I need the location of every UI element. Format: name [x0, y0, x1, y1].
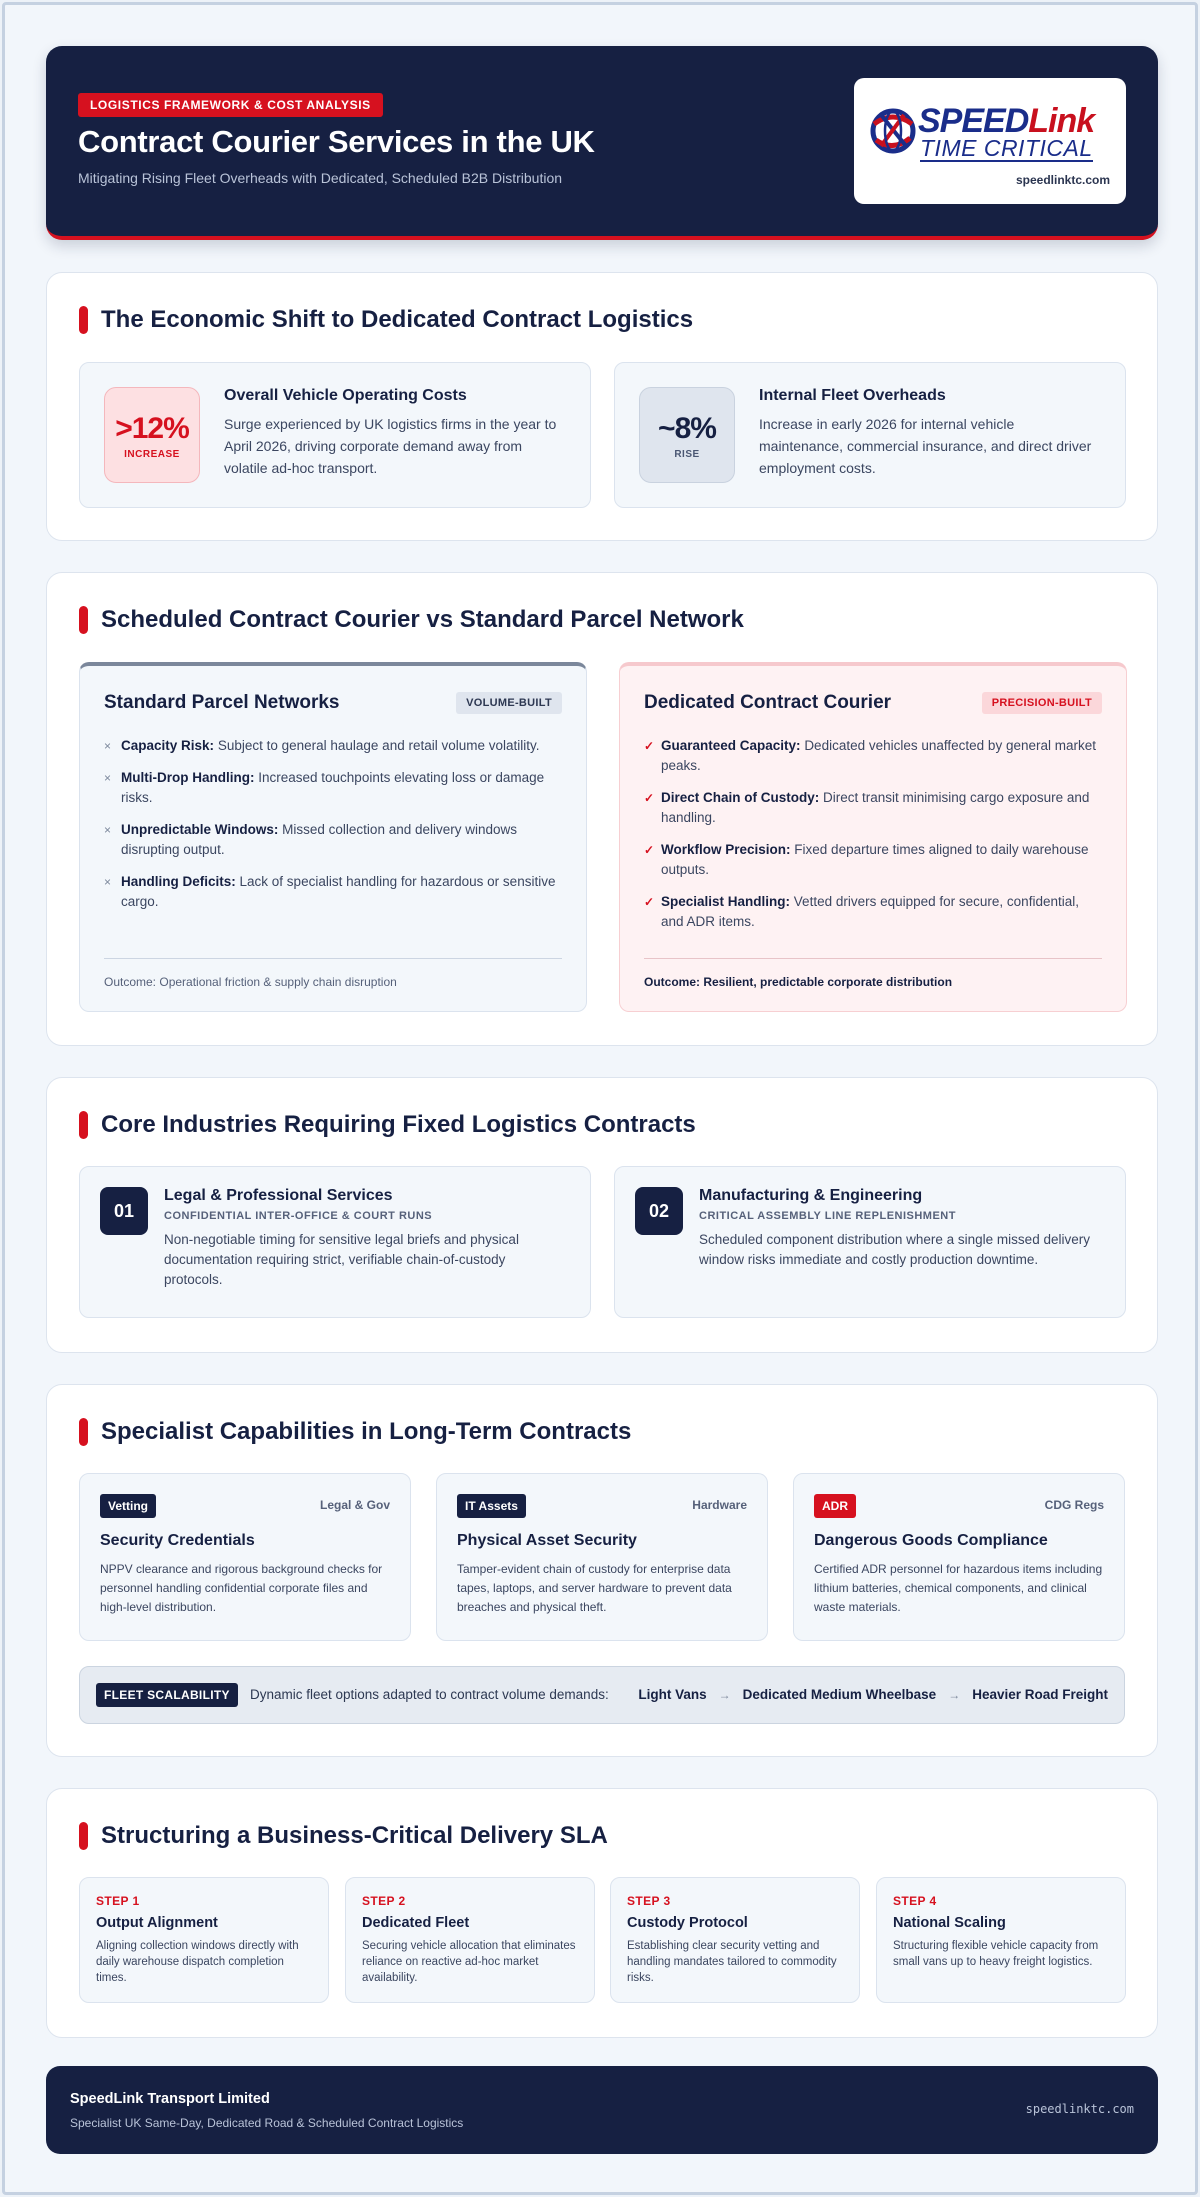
- stat-value: ~8%: [658, 412, 716, 445]
- capability-card: [79, 1473, 411, 1641]
- capability-description: NPPV clearance and rigorous background checks for personnel handling confidential corporate files and high-level distribution.: [100, 1562, 383, 1614]
- benefit-list: [644, 736, 1104, 944]
- logo-word-speed: SPEED: [918, 102, 1029, 140]
- arrow-right-icon: →: [718, 1688, 731, 1702]
- page-title: Contract Courier Services in the UK: [78, 124, 595, 159]
- logo-url: speedlinktc.com: [1015, 173, 1110, 187]
- step-number: STEP 4: [893, 1894, 937, 1908]
- check-icon: ✓: [644, 843, 655, 857]
- check-icon: ✓: [644, 791, 655, 805]
- capability-card: [436, 1473, 768, 1641]
- sla-section: [46, 1788, 1158, 2038]
- step-description: Securing vehicle allocation that eliminates reliance on reactive ad-hoc market availability.: [362, 1940, 576, 1984]
- list-item: [104, 872, 564, 912]
- number-badge: 01: [100, 1187, 148, 1235]
- cross-icon: ×: [104, 739, 112, 753]
- industry-title: Legal & Professional Services: [164, 1187, 393, 1204]
- capability-pill: IT Assets: [457, 1494, 526, 1518]
- section-title: Specialist Capabilities in Long-Term Contracts: [79, 1417, 631, 1447]
- item-text: Subject to general haulage and retail volume volatility.: [217, 738, 540, 753]
- industry-card: [79, 1166, 591, 1318]
- section-title: Core Industries Requiring Fixed Logistics Contracts: [79, 1110, 696, 1140]
- capability-card: [793, 1473, 1125, 1641]
- step-number: STEP 1: [96, 1894, 140, 1908]
- check-icon: ✓: [644, 895, 655, 909]
- item-term: Workflow Precision:: [661, 842, 791, 857]
- card-title: Standard Parcel Networks: [104, 692, 340, 713]
- stat-label: INCREASE: [124, 449, 180, 460]
- sla-step-card: [79, 1877, 329, 2003]
- step-title: Dedicated Fleet: [362, 1915, 470, 1931]
- capability-category: Hardware: [692, 1498, 747, 1512]
- capability-title: Security Credentials: [100, 1532, 255, 1549]
- page-subtitle: Mitigating Rising Fleet Overheads with Dedicated, Scheduled B2B Distribution: [78, 170, 563, 186]
- section-title: Structuring a Business-Critical Delivery SLA: [79, 1821, 608, 1851]
- item-term: Capacity Risk:: [121, 738, 215, 753]
- sla-step-card: [876, 1877, 1126, 2003]
- stat-badge: [104, 387, 200, 483]
- check-icon: ✓: [644, 739, 655, 753]
- precision-badge: PRECISION-BUILT: [982, 692, 1102, 714]
- page-footer: [46, 2066, 1158, 2154]
- cross-icon: ×: [104, 771, 112, 785]
- stat-heading: Internal Fleet Overheads: [759, 387, 946, 404]
- item-term: Handling Deficits:: [121, 874, 236, 889]
- fleet-scalability-bar: [79, 1666, 1125, 1724]
- capability-title: Dangerous Goods Compliance: [814, 1532, 1048, 1549]
- capability-description: Certified ADR personnel for hazardous items including lithium batteries, chemical components, and clinical waste materials.: [814, 1562, 1103, 1614]
- capability-category: Legal & Gov: [319, 1498, 390, 1512]
- step-description: Establishing clear security vetting and handling mandates tailored to commodity risks.: [627, 1940, 837, 1984]
- step-description: Aligning collection windows directly with daily warehouse dispatch completion times.: [96, 1940, 299, 1984]
- stat-label: RISE: [674, 449, 700, 460]
- stat-card: [79, 362, 591, 508]
- capability-pill: ADR: [814, 1494, 856, 1518]
- industry-description: Non-negotiable timing for sensitive legal briefs and physical documentation requiring strict, verifiable chain-of-custody protocols.: [164, 1232, 519, 1287]
- list-item: [104, 820, 564, 860]
- sla-step-card: [610, 1877, 860, 2003]
- capability-description: Tamper-evident chain of custody for enterprise data tapes, laptops, and server hardware to prevent data breaches and physical theft.: [457, 1562, 732, 1614]
- item-term: Specialist Handling:: [661, 894, 791, 909]
- list-item: [644, 892, 1104, 932]
- step-number: STEP 2: [362, 1894, 406, 1908]
- comparison-section: [46, 572, 1158, 1046]
- item-text: Missed collection and delivery windows disrupting output.: [121, 822, 518, 857]
- industries-section: [46, 1077, 1158, 1353]
- fleet-step: Heavier Road Freight: [972, 1687, 1108, 1702]
- item-text: Fixed departure times aligned to daily warehouse outputs.: [661, 842, 1089, 877]
- risk-list: [104, 736, 564, 924]
- step-title: Custody Protocol: [627, 1915, 748, 1931]
- industry-title: Manufacturing & Engineering: [699, 1187, 923, 1204]
- item-term: Direct Chain of Custody:: [661, 790, 820, 805]
- stat-badge: [639, 387, 735, 483]
- item-term: Guaranteed Capacity:: [661, 738, 801, 753]
- arrow-right-icon: →: [948, 1688, 961, 1702]
- item-text: Increased touchpoints elevating loss or damage risks.: [121, 770, 545, 805]
- contract-courier-card: [619, 662, 1127, 1012]
- item-text: Vetted drivers equipped for secure, confidential, and ADR items.: [661, 894, 1079, 929]
- item-text: Dedicated vehicles unaffected by general market peaks.: [661, 738, 1096, 773]
- company-tagline: Specialist UK Same-Day, Dedicated Road & Scheduled Contract Logistics: [70, 2116, 464, 2130]
- card-title: Dedicated Contract Courier: [644, 692, 892, 713]
- logo-tagline: TIME CRITICAL: [920, 135, 1093, 161]
- globe-logo-icon: [868, 106, 918, 156]
- stat-card: [614, 362, 1126, 508]
- section-title: The Economic Shift to Dedicated Contract Logistics: [79, 305, 693, 335]
- list-item: [104, 768, 564, 808]
- stat-description: Surge experienced by UK logistics firms in the year to April 2026, driving corporate demand away from volatile ad-hoc transport.: [224, 416, 557, 476]
- item-text: Lack of specialist handling for hazardous or sensitive cargo.: [121, 874, 556, 909]
- cross-icon: ×: [104, 875, 112, 889]
- item-term: Multi-Drop Handling:: [121, 770, 255, 785]
- capability-category: CDG Regs: [1044, 1498, 1104, 1512]
- list-item: [644, 788, 1104, 828]
- fleet-progression: [638, 1687, 1108, 1702]
- item-term: Unpredictable Windows:: [121, 822, 279, 837]
- stat-value: >12%: [115, 412, 189, 445]
- hero-header: [46, 46, 1158, 240]
- fleet-step: Dedicated Medium Wheelbase: [742, 1687, 937, 1702]
- step-number: STEP 3: [627, 1894, 671, 1908]
- capabilities-section: [46, 1384, 1158, 1757]
- fleet-step: Light Vans: [638, 1687, 707, 1702]
- step-description: Structuring flexible vehicle capacity from small vans up to heavy freight logistics.: [893, 1940, 1099, 1968]
- step-title: Output Alignment: [96, 1915, 218, 1931]
- section-title: Scheduled Contract Courier vs Standard Parcel Network: [79, 605, 744, 635]
- stat-heading: Overall Vehicle Operating Costs: [224, 387, 467, 404]
- speedlink-logo: [854, 78, 1126, 204]
- industry-description: Scheduled component distribution where a single missed delivery window risks immediate and costly production downtime.: [699, 1232, 1090, 1267]
- list-item: [644, 840, 1104, 880]
- industry-card: [614, 1166, 1126, 1318]
- volume-badge: VOLUME-BUILT: [456, 692, 562, 714]
- cross-icon: ×: [104, 823, 112, 837]
- capability-pill: Vetting: [100, 1494, 156, 1518]
- footer-url: speedlinktc.com: [1025, 2102, 1134, 2116]
- economic-shift-section: [46, 272, 1158, 541]
- list-item: [104, 736, 564, 756]
- capability-title: Physical Asset Security: [457, 1532, 637, 1549]
- outcome-text: Outcome: Resilient, predictable corporate distribution: [644, 958, 1102, 989]
- logo-word-link: Link: [1028, 102, 1095, 140]
- step-title: National Scaling: [893, 1915, 1006, 1931]
- item-text: Direct transit minimising cargo exposure and handling.: [661, 790, 1090, 825]
- standard-network-card: [79, 662, 587, 1012]
- fleet-tag: FLEET SCALABILITY: [96, 1683, 238, 1707]
- fleet-description: Dynamic fleet options adapted to contract volume demands:: [250, 1687, 609, 1702]
- sla-step-card: [345, 1877, 595, 2003]
- industry-subtitle: CONFIDENTIAL INTER-OFFICE & COURT RUNS: [164, 1210, 433, 1222]
- industry-subtitle: CRITICAL ASSEMBLY LINE REPLENISHMENT: [699, 1210, 956, 1222]
- page-frame: [2, 2, 1198, 2195]
- stat-description: Increase in early 2026 for internal vehicle maintenance, commercial insurance, and direct driver employment costs.: [759, 416, 1092, 476]
- list-item: [644, 736, 1104, 776]
- header-tag: LOGISTICS FRAMEWORK & COST ANALYSIS: [78, 93, 383, 117]
- logo-wordmark: [918, 104, 1094, 138]
- outcome-text: Outcome: Operational friction & supply chain disruption: [104, 958, 562, 989]
- number-badge: 02: [635, 1187, 683, 1235]
- company-name: SpeedLink Transport Limited: [70, 2091, 270, 2107]
